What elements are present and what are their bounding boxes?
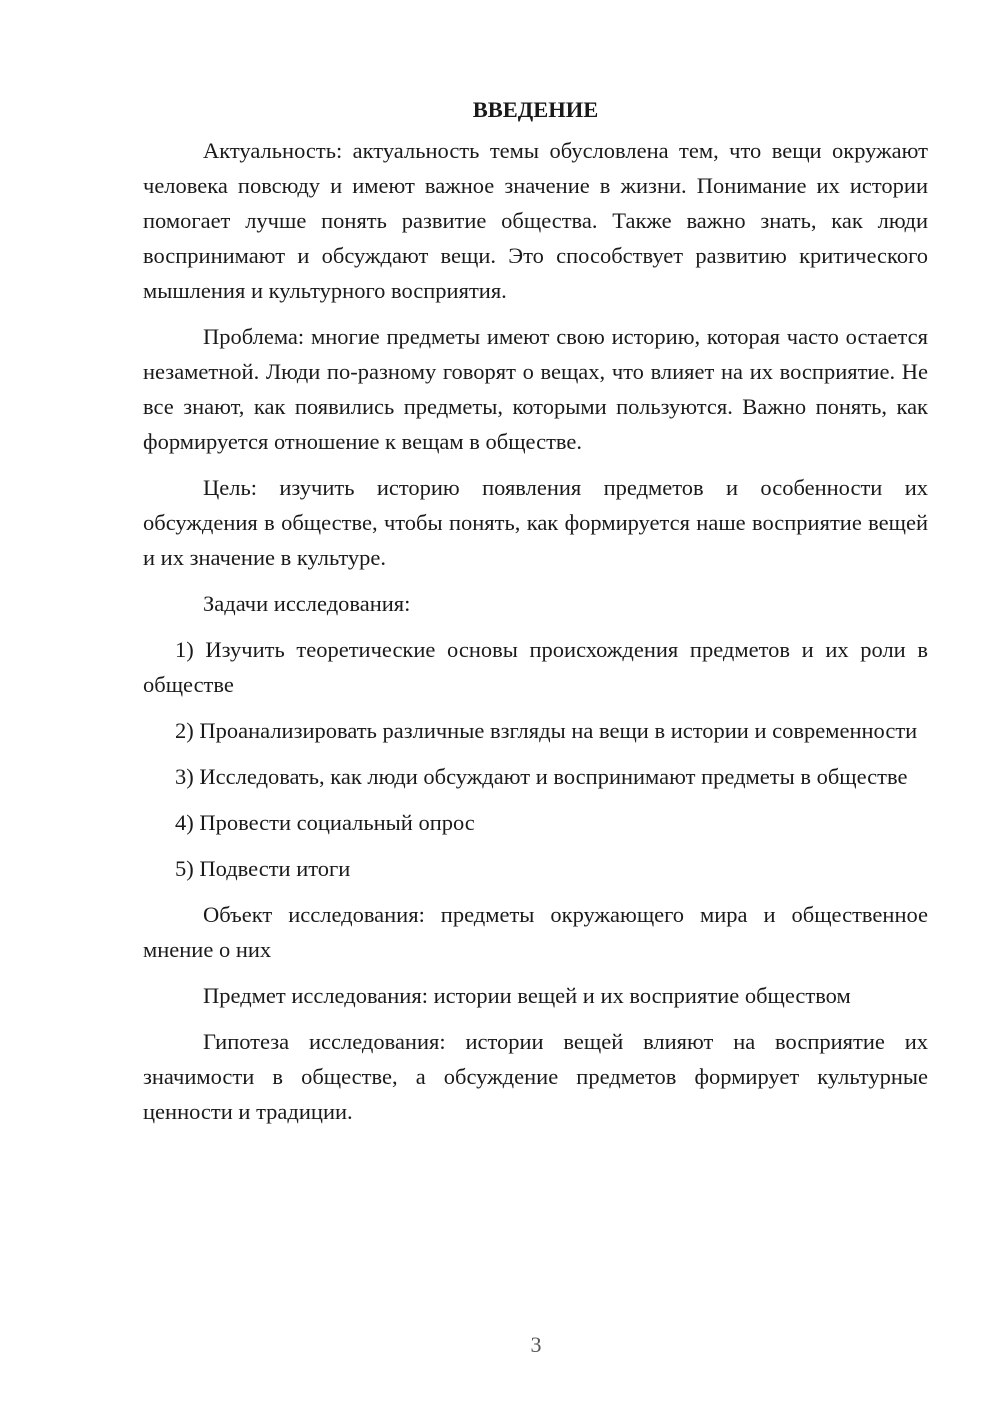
task-item-2: 2) Проанализировать различные взгляды на вещи в истории и современности: [175, 718, 918, 743]
page-number: 3: [530, 1332, 542, 1357]
paragraph-problem: Проблема: многие предметы имеют свою историю, которая часто остается незаметной. Люди по-разному говорят о вещах, что влияет на их восприятие. Не все знают, как появились предметы, которыми пользуются. Важно понять, как формируется отношение к вещам в обществе.: [143, 324, 928, 454]
section-title: ВВЕДЕНИЕ: [472, 97, 599, 122]
paragraph-object: Объект исследования: предметы окружающего мира и общественное мнение о них: [143, 902, 928, 962]
tasks-heading: Задачи исследования:: [203, 591, 411, 616]
paragraph-goal: Цель: изучить историю появления предметов и особенности их обсуждения в обществе, чтобы понять, как формируется наше восприятие вещей и их значение в культуре.: [143, 475, 928, 570]
task-item-4: 4) Провести социальный опрос: [175, 810, 475, 835]
paragraph-hypothesis: Гипотеза исследования: истории вещей влияют на восприятие их значимости в обществе, а обсуждение предметов формирует культурные ценности и традиции.: [143, 1029, 928, 1124]
paragraph-relevance: Актуальность: актуальность темы обусловлена тем, что вещи окружают человека повсюду и имеют важное значение в жизни. Понимание их истории помогает лучше понять развитие общества. Также важно знать, как люди воспринимают и обсуждают вещи. Это способствует развитию критического мышления и культурного восприятия.: [143, 138, 928, 303]
paragraph-subject: Предмет исследования: истории вещей и их восприятие обществом: [203, 983, 851, 1008]
task-item-5: 5) Подвести итоги: [175, 856, 351, 881]
task-item-1: 1) Изучить теоретические основы происхождения предметов и их роли в обществе: [143, 637, 928, 697]
document-page: [143, 92, 928, 1140]
task-item-3: 3) Исследовать, как люди обсуждают и воспринимают предметы в обществе: [175, 764, 908, 789]
